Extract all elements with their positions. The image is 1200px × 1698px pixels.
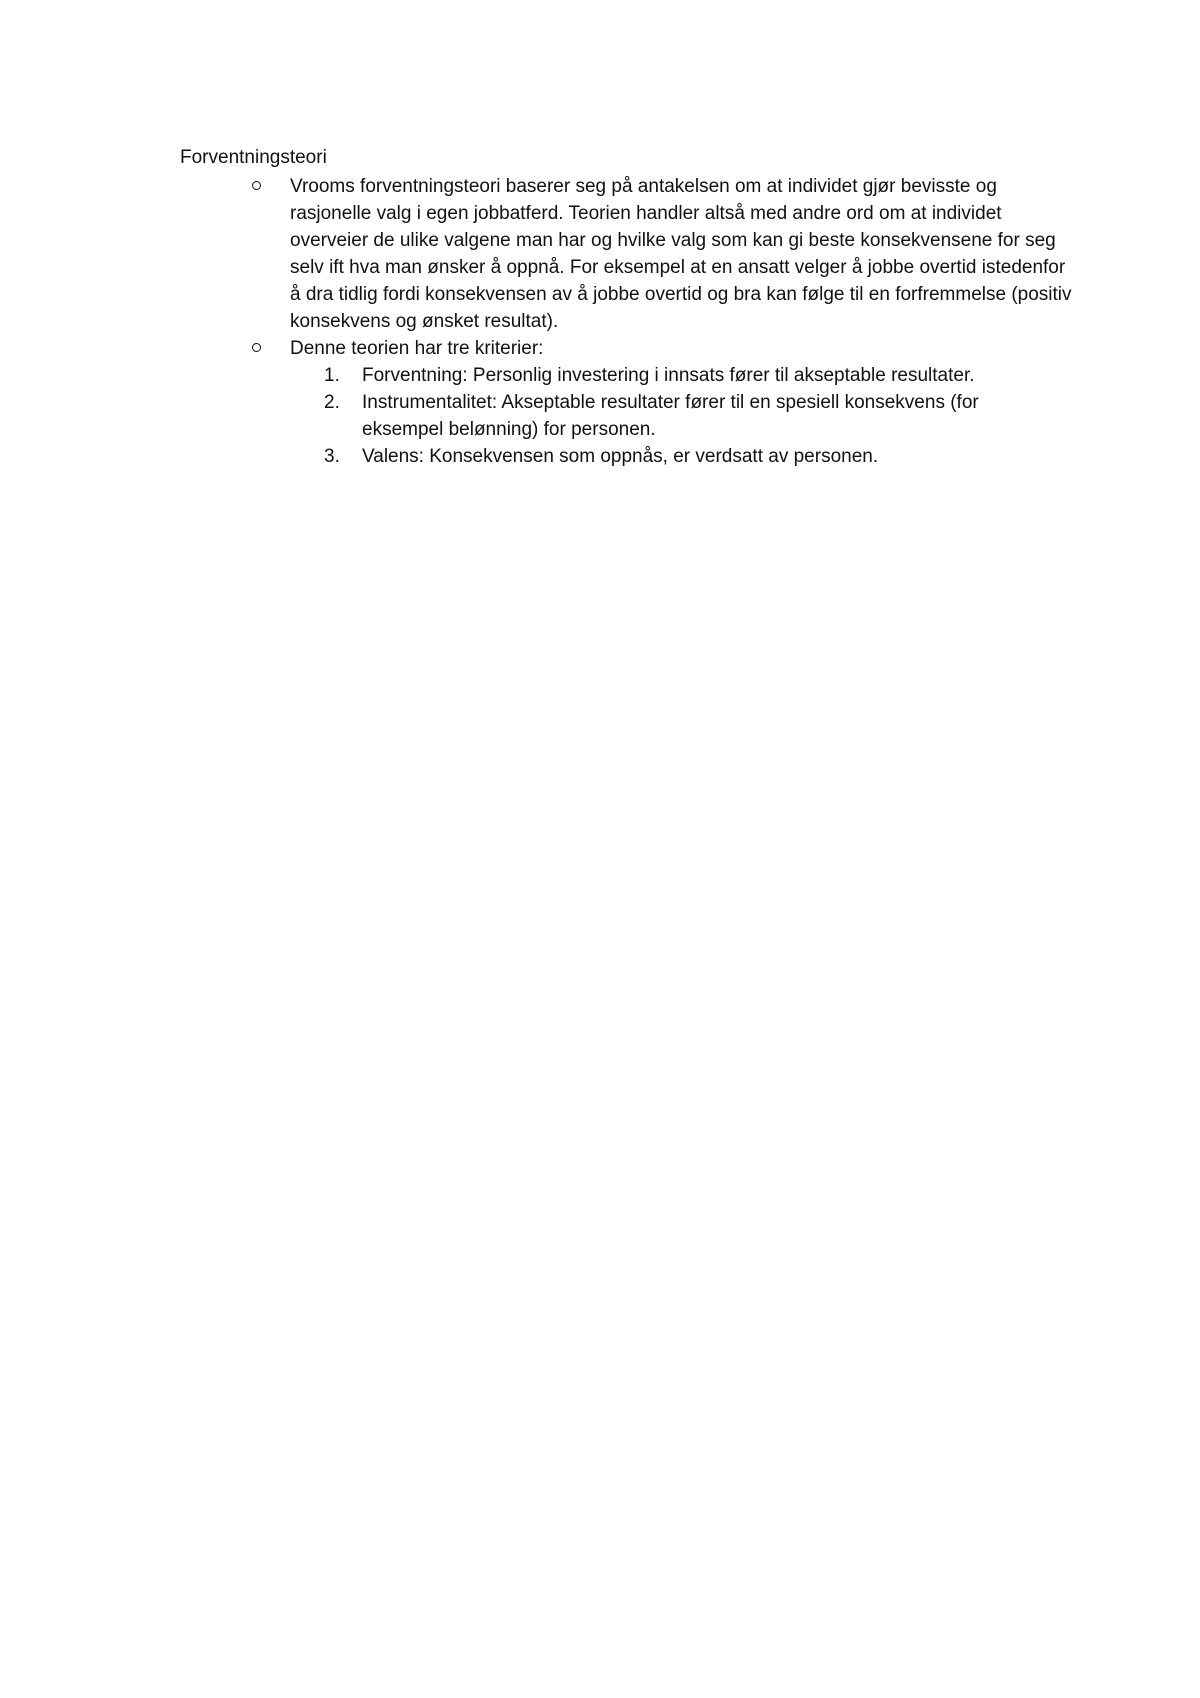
numbered-item xyxy=(324,362,1024,389)
bullet-item xyxy=(252,173,1072,335)
item-number: 2. xyxy=(324,392,340,413)
bullet-list xyxy=(252,173,1072,470)
bullet-text: Denne teorien har tre kriterier: xyxy=(290,338,544,359)
hollow-circle-bullet-icon xyxy=(252,343,261,352)
item-text: Instrumentalitet: Akseptable resultater fører til en spesiell konsekvens (for eksempel belønning) for personen. xyxy=(362,392,979,440)
item-number: 3. xyxy=(324,446,340,467)
hollow-circle-bullet-icon xyxy=(252,181,261,190)
item-number: 1. xyxy=(324,365,340,386)
document-heading: Forventningsteori xyxy=(180,147,327,168)
item-text: Forventning: Personlig investering i innsats fører til akseptable resultater. xyxy=(362,365,975,386)
bullet-text: Vrooms forventningsteori baserer seg på antakelsen om at individet gjør bevisste og rasjonelle valg i egen jobbatferd. Teorien handler altså med andre ord om at individet overveier de ulike valgene man har og hvilke valg som kan gi beste konsekvensene for seg selv ift hva man ønsker å oppnå. For eksempel at en ansatt velger å jobbe overtid istedenfor å dra tidlig fordi konsekvensen av å jobbe overtid og bra kan følge til en forfremmelse (positiv konsekvens og ønsket resultat). xyxy=(290,176,1072,332)
numbered-item xyxy=(324,443,1024,470)
item-text: Valens: Konsekvensen som oppnås, er verdsatt av personen. xyxy=(362,446,879,467)
numbered-item xyxy=(324,389,1024,443)
bullet-item xyxy=(252,335,1072,470)
numbered-list xyxy=(324,362,1024,470)
